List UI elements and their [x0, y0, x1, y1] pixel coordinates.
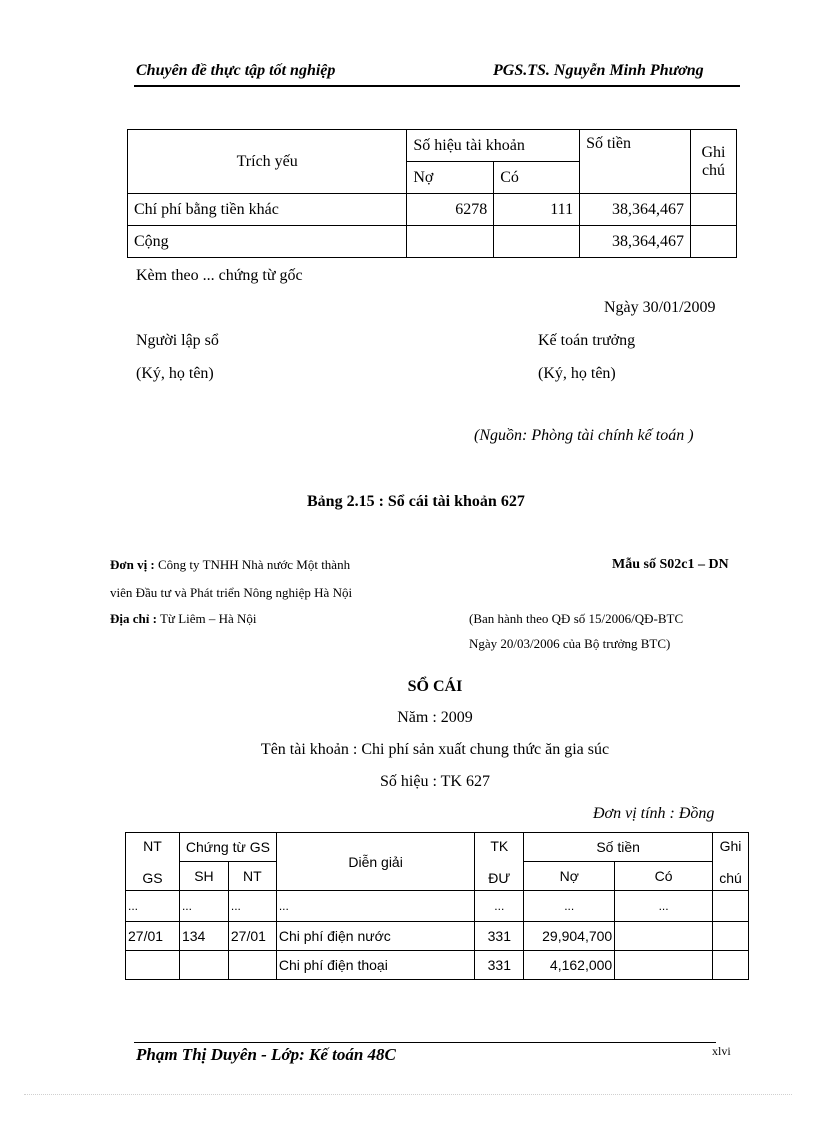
source-note: (Nguồn: Phòng tài chính kế toán )	[474, 427, 694, 444]
header-divider	[134, 85, 740, 87]
header-ghi-chu	[691, 130, 737, 194]
header-nt-gs	[126, 833, 180, 891]
header-nt-gs-line1: NT	[143, 837, 162, 854]
row-nt: 27/01	[228, 922, 276, 951]
unit-label: Đơn vị :	[110, 557, 155, 572]
header-ghi-chu-line2: chú	[701, 161, 726, 179]
ledger-title: SỔ CÁI	[407, 678, 463, 695]
ledger-year: Năm : 2009	[397, 709, 473, 726]
table-caption: Bảng 2.15 : Sổ cái tài khoản 627	[307, 493, 525, 510]
header-dien-giai: Diễn giải	[276, 833, 475, 891]
header-so-hieu: Số hiệu tài khoản	[407, 130, 580, 162]
ellipsis-row	[126, 891, 749, 922]
table-row	[126, 951, 749, 980]
header-ghi-chu-line2: chú	[719, 869, 742, 886]
unit-line1	[110, 557, 350, 573]
ellipsis-cell	[712, 891, 748, 922]
row-nt	[228, 951, 276, 980]
row-no	[407, 226, 494, 258]
row-co	[494, 226, 580, 258]
header-nt-gs-line2: GS	[142, 869, 163, 886]
form-issued-line2: Ngày 20/03/2006 của Bộ trưởng BTC)	[469, 636, 671, 651]
header-co: Có	[494, 162, 580, 194]
currency-unit: Đơn vị tính : Đồng	[593, 805, 715, 822]
row-desc: Chi phí điện nước	[276, 922, 475, 951]
ellipsis-cell: ...	[126, 891, 180, 922]
table-row	[126, 922, 749, 951]
form-code: Mẫu số S02c1 – DN	[612, 557, 729, 572]
journal-table	[127, 129, 737, 258]
row-note	[691, 226, 737, 258]
row-tk: 331	[475, 951, 524, 980]
ledger-account-name: Tên tài khoản : Chi phí sản xuất chung thức ăn gia súc	[260, 741, 610, 758]
row-note	[712, 951, 748, 980]
ledger-table	[125, 832, 749, 980]
signer-right-sub: (Ký, họ tên)	[538, 365, 616, 382]
row-no: 29,904,700	[524, 922, 615, 951]
unit-value: Công ty TNHH Nhà nước Một thành	[154, 557, 351, 572]
ellipsis-cell: ...	[615, 891, 713, 922]
header-trich-yeu: Trích yếu	[128, 130, 407, 194]
ellipsis-cell: ...	[524, 891, 615, 922]
page-number: xlvi	[712, 1044, 731, 1058]
form-issued-line1: (Ban hành theo QĐ số 15/2006/QĐ-BTC	[469, 611, 684, 626]
row-note	[691, 194, 737, 226]
address-label: Địa chỉ :	[110, 611, 157, 626]
header-no: Nợ	[407, 162, 494, 194]
row-desc: Cộng	[128, 226, 407, 258]
row-desc: Chí phí bằng tiền khác	[128, 194, 407, 226]
row-ntgs: 27/01	[126, 922, 180, 951]
header-ghi-chu-line1: Ghi	[719, 837, 742, 854]
row-desc: Chi phí điện thoại	[276, 951, 475, 980]
ellipsis-cell: ...	[276, 891, 475, 922]
row-tk: 331	[475, 922, 524, 951]
row-co	[615, 922, 713, 951]
header-nt: NT	[228, 862, 276, 891]
header-ghi-chu	[712, 833, 748, 891]
unit-line2: viên Đầu tư và Phát triển Nông nghiệp Hà Nội	[110, 585, 353, 600]
header-co: Có	[615, 862, 713, 891]
ellipsis-cell: ...	[228, 891, 276, 922]
row-sh: 134	[179, 922, 228, 951]
header-so-tien: Số tiền	[524, 833, 713, 862]
footer-divider	[134, 1042, 716, 1043]
header-tk-line1: TK	[490, 837, 509, 854]
row-co: 111	[494, 194, 580, 226]
row-co	[615, 951, 713, 980]
ellipsis-cell: ...	[475, 891, 524, 922]
row-note	[712, 922, 748, 951]
page-edge	[24, 1094, 792, 1095]
address-line	[110, 611, 257, 627]
row-amount: 38,364,467	[580, 226, 691, 258]
row-no: 6278	[407, 194, 494, 226]
ellipsis-cell: ...	[179, 891, 228, 922]
header-title: Chuyên đề thực tập tốt nghiệp	[136, 62, 336, 79]
row-ntgs	[126, 951, 180, 980]
table-row	[128, 194, 737, 226]
header-chung-tu: Chứng từ GS	[179, 833, 276, 862]
row-no: 4,162,000	[524, 951, 615, 980]
date-line: Ngày 30/01/2009	[604, 299, 716, 316]
header-tk-du	[475, 833, 524, 891]
signer-left-sub: (Ký, họ tên)	[136, 365, 214, 382]
signer-left-title: Người lập sổ	[136, 332, 219, 349]
footer-author: Phạm Thị Duyên - Lớp: Kế toán 48C	[136, 1045, 396, 1064]
header-ghi-chu-line1: Ghi	[701, 143, 726, 161]
header-sh: SH	[179, 862, 228, 891]
header-tk-line2: ĐƯ	[488, 869, 511, 886]
header-author: PGS.TS. Nguyễn Minh Phương	[493, 62, 704, 79]
table-row	[128, 226, 737, 258]
row-amount: 38,364,467	[580, 194, 691, 226]
attachment-text: Kèm theo ... chứng từ gốc	[136, 267, 303, 284]
signer-right-title: Kế toán trưởng	[538, 332, 636, 349]
ledger-account-no: Số hiệu : TK 627	[380, 773, 490, 790]
address-value: Từ Liêm – Hà Nội	[156, 611, 257, 626]
header-no: Nợ	[524, 862, 615, 891]
header-so-tien: Số tiền	[580, 130, 691, 194]
row-sh	[179, 951, 228, 980]
